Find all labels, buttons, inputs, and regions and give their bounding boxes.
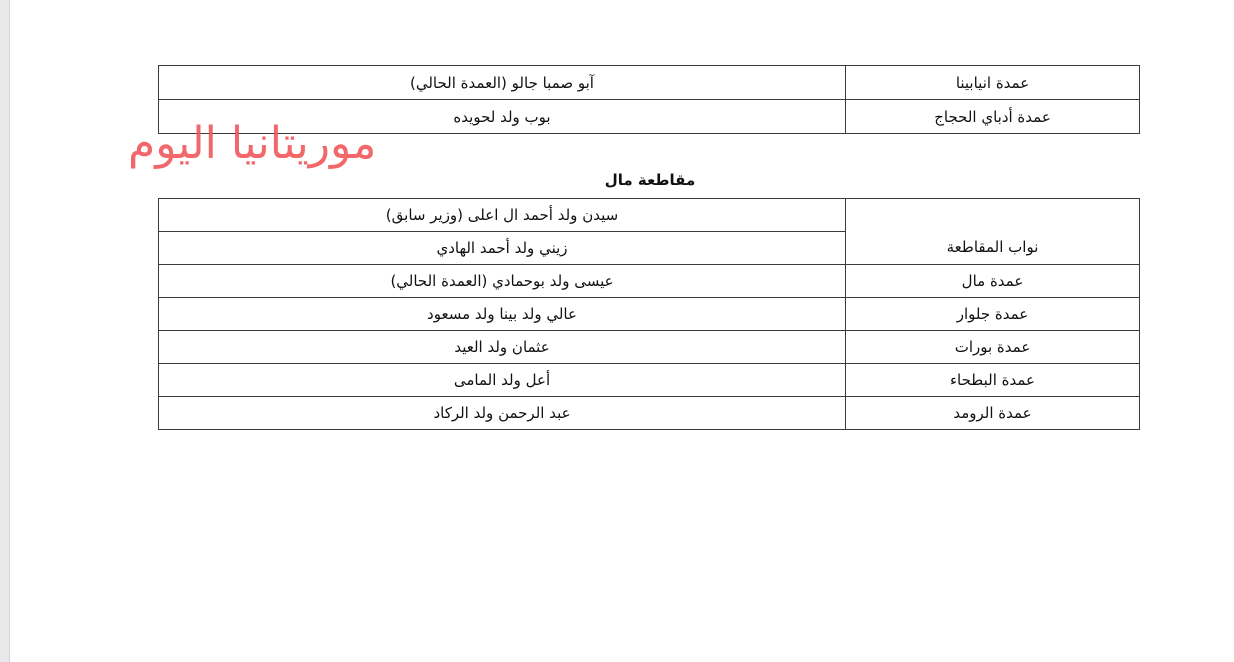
table-row [159, 364, 1140, 397]
document-page [9, 0, 1234, 662]
role-cell: عمدة انيابينا [846, 66, 1140, 100]
person-cell: عبد الرحمن ولد الركاد [159, 397, 846, 430]
person-cell: عالي ولد بينا ولد مسعود [159, 298, 846, 331]
person-cell: عثمان ولد العيد [159, 331, 846, 364]
table-row [159, 199, 1140, 232]
person-cell: عيسى ولد بوحمادي (العمدة الحالي) [159, 265, 846, 298]
table-row [159, 298, 1140, 331]
role-cell: عمدة البطحاء [846, 364, 1140, 397]
role-cell: عمدة بورات [846, 331, 1140, 364]
table-row [159, 397, 1140, 430]
deputies-role-cell: نواب المقاطعة [846, 199, 1140, 265]
role-cell: عمدة الرومد [846, 397, 1140, 430]
person-cell: بوب ولد لحويده [159, 100, 846, 134]
table-row [159, 265, 1140, 298]
role-cell: عمدة أدباي الحجاج [846, 100, 1140, 134]
person-cell: سيدن ولد أحمد ال اعلى (وزير سابق) [159, 199, 846, 232]
table-row [159, 331, 1140, 364]
person-cell: أعل ولد المامى [159, 364, 846, 397]
role-cell: عمدة مال [846, 265, 1140, 298]
section-title: مقاطعة مال [604, 171, 696, 189]
district-officials-table [158, 198, 1140, 430]
person-cell: زيني ولد أحمد الهادي [159, 232, 846, 265]
watermark-logo: موريتانيا اليوم [128, 118, 377, 169]
person-cell: آبو صمبا جالو (العمدة الحالي) [159, 66, 846, 100]
role-cell: عمدة جلوار [846, 298, 1140, 331]
table-row [159, 66, 1140, 100]
